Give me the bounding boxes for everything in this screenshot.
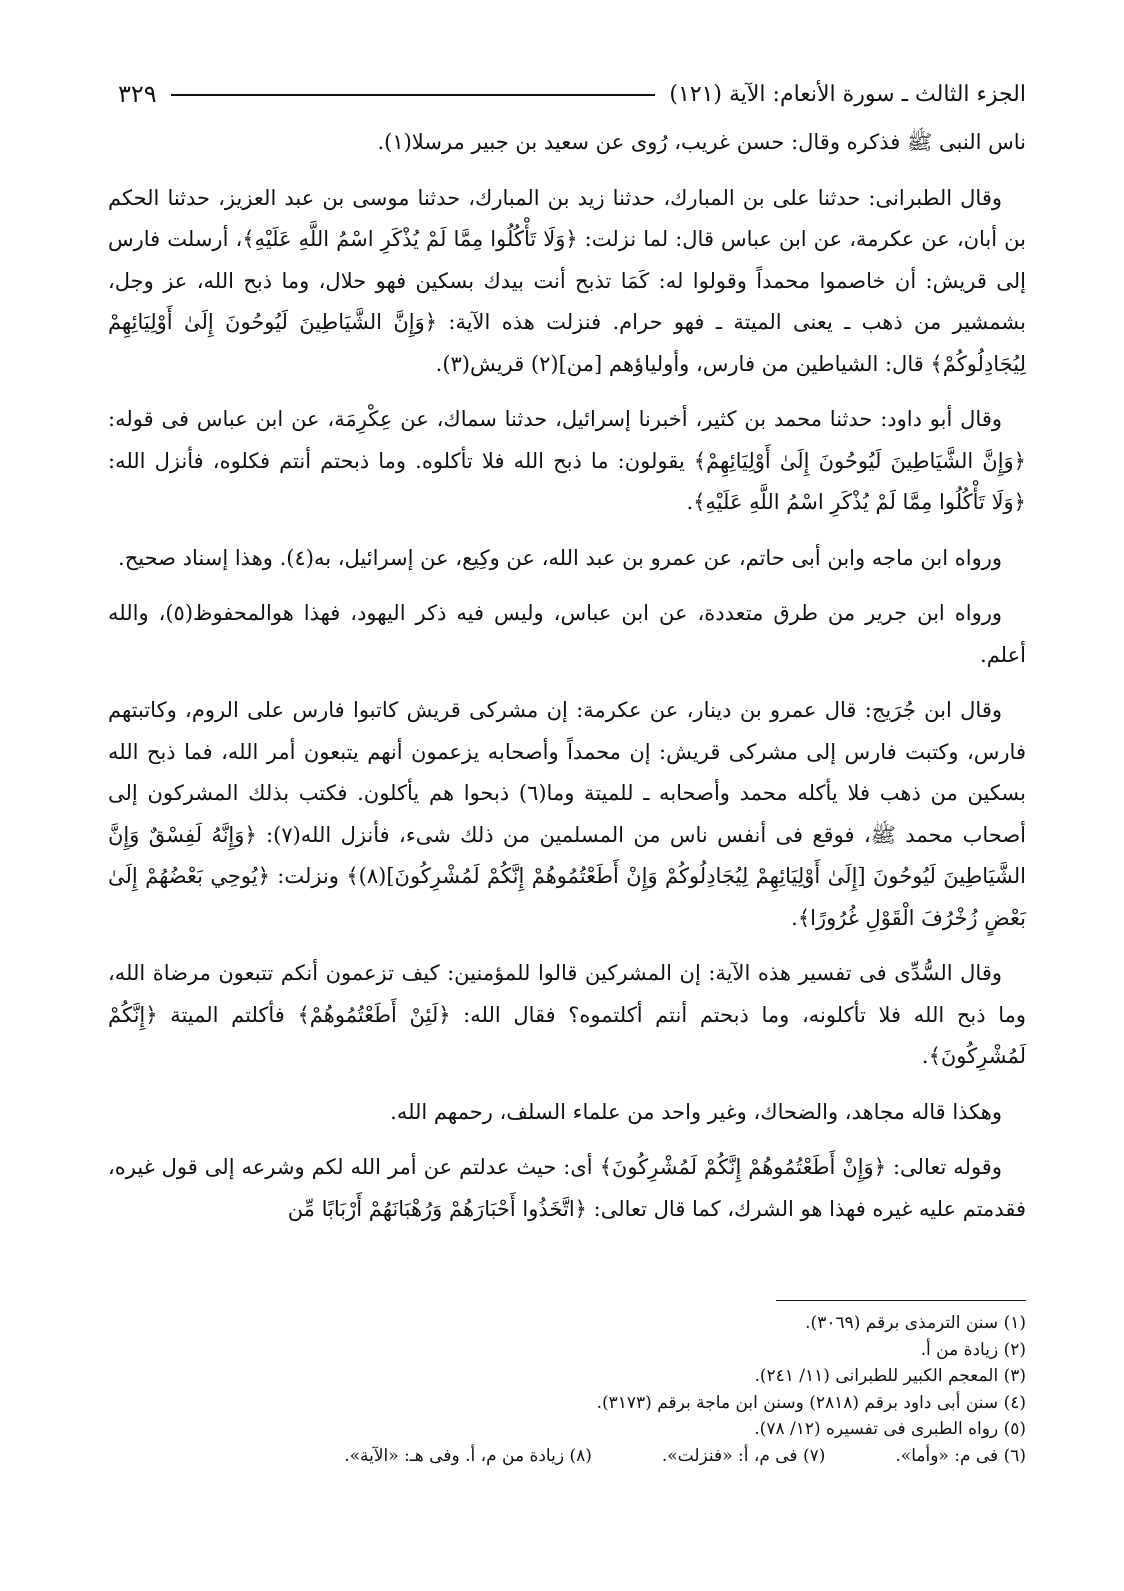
main-text	[108, 122, 1026, 1244]
footnote-row	[108, 1443, 1026, 1470]
paragraph: ورواه ابن ماجه وابن أبى حاتم، عن عمرو بن عبد الله، عن وكِيع، عن إسرائيل، به(٤). وهذا إسناد صحيح.	[118, 545, 1002, 570]
header-rule	[171, 94, 656, 96]
footnote: (٥) رواه الطبرى فى تفسيره (١٢/ ٧٨).	[754, 1419, 1026, 1439]
paragraph: وقوله تعالى: ﴿وَإِنْ أَطَعْتُمُوهُمْ إِنَّكُمْ لَمُشْرِكُونَ﴾ أى: حيث عدلتم عن أمر الله لكم وشرعه إلى قول غيره، فقدمتم عليه غيره فهذا هو الشرك، كما قال تعالى: ﴿اتَّخَذُوا أَحْبَارَهُمْ وَرُهْبَانَهُمْ أَرْبَابًا مِّن	[108, 1155, 1026, 1221]
header-title: الجزء الثالث ـ سورة الأنعام: الآية (١٢١)	[669, 81, 1026, 107]
paragraph: وقال السُّدِّى فى تفسير هذه الآية: إن المشركين قالوا للمؤمنين: كيف تزعمون أنكم تتبعون مرضاة الله، وما ذبح الله فلا تأكلونه، وما ذبحتم أنتم أكلتموه؟ فقال الله: ﴿لَئِنْ أَطَعْتُمُوهُمْ﴾ فأكلتم الميتة ﴿إِنَّكُمْ لَمُشْرِكُونَ﴾.	[108, 961, 1026, 1068]
footnote: (١) سنن الترمذى برقم (٣٠٦٩).	[805, 1313, 1026, 1333]
running-header	[118, 78, 1026, 110]
footnote: (٧) فى م، أ: «فنزلت».	[661, 1445, 826, 1466]
paragraph: وقال الطبرانى: حدثنا على بن المبارك، حدثنا زيد بن المبارك، حدثنا موسى بن عبد العزيز، حدثنا الحكم بن أبان، عن عكرمة، عن ابن عباس قال: لما نزلت: ﴿وَلَا تَأْكُلُوا مِمَّا لَمْ يُذْكَرِ اسْمُ اللَّهِ عَلَيْهِ﴾، أرسلت فارس إلى قريش: أن خاصموا محمداً وقولوا له: كَمَا تذبح أنت بيدك بسكين فهو حلال، وما ذبح الله، عز وجل، بشمشير من ذهب ـ يعنى الميتة ـ فهو حرام. فنزلت هذه الآية: ﴿وَإِنَّ الشَّيَاطِينَ لَيُوحُونَ إِلَىٰ أَوْلِيَائِهِمْ لِيُجَادِلُوكُمْ﴾ قال: الشياطين من فارس، وأولياؤهم [من](٢) قريش(٣).	[108, 185, 1026, 376]
footnote: (٦) فى م: «وأما».	[895, 1445, 1026, 1466]
footnote: (٢) زيادة من أ.	[920, 1339, 1026, 1360]
footnote: (٨) زيادة من م، أ. وفى هـ: «الآية».	[344, 1445, 592, 1466]
page-number: ٣٢٩	[118, 80, 157, 108]
paragraph: ناس النبى ﷺ فذكره وقال: حسن غريب، رُوى عن سعيد بن جبير مرسلا(١).	[377, 130, 1026, 154]
paragraph: وهكذا قاله مجاهد، والضحاك، وغير واحد من علماء السلف، رحمهم الله.	[390, 1099, 1002, 1124]
footnote: (٤) سنن أبى داود برقم (٢٨١٨) وسنن ابن ماجة برقم (٣١٧٣).	[596, 1392, 1026, 1413]
paragraph: وقال ابن جُرَيج: قال عمرو بن دينار، عن عكرمة: إن مشركى قريش كاتبوا فارس على الروم، وكاتبتهم فارس، وكتبت فارس إلى مشركى قريش: إن محمداً وأصحابه يزعمون أنهم يتبعون أمر الله، فما ذبح الله بسكين من ذهب فلا يأكله محمد وأصحابه ـ للميتة وما(٦) ذبحوا هم يأكلون. فكتب بذلك المشركون إلى أصحاب محمد ﷺ، فوقع فى أنفس ناس من المسلمين من ذلك شىء، فأنزل الله(٧): ﴿وَإِنَّهُ لَفِسْقٌ وَإِنَّ الشَّيَاطِينَ لَيُوحُونَ [إِلَىٰ أَوْلِيَائِهِمْ لِيُجَادِلُوكُمْ وَإِنْ أَطَعْتُمُوهُمْ إِنَّكُمْ لَمُشْرِكُونَ](٨)﴾ ونزلت: ﴿يُوحِي بَعْضُهُمْ إِلَىٰ بَعْضٍ زُخْرُفَ الْقَوْلِ غُرُورًا﴾.	[108, 698, 1026, 930]
paragraph: وقال أبو داود: حدثنا محمد بن كثير، أخبرنا إسرائيل، حدثنا سماك، عن عِكْرِمَة، عن ابن عباس فى قوله: ﴿وَإِنَّ الشَّيَاطِينَ لَيُوحُونَ إِلَىٰ أَوْلِيَائِهِمْ﴾ يقولون: ما ذبح الله فلا تأكلوه. وما ذبحتم أنتم فكلوه، فأنزل الله: ﴿وَلَا تَأْكُلُوا مِمَّا لَمْ يُذْكَرِ اسْمُ اللَّهِ عَلَيْهِ﴾.	[108, 407, 1026, 514]
paragraph: ورواه ابن جرير من طرق متعددة، عن ابن عباس، وليس فيه ذكر اليهود، فهذا هوالمحفوظ(٥)، والله أعلم.	[108, 601, 1026, 667]
footnote-divider	[776, 1300, 1026, 1301]
footnotes	[108, 1310, 1026, 1469]
footnote: (٣) المعجم الكبير للطبرانى (١١/ ٢٤١).	[754, 1366, 1026, 1386]
